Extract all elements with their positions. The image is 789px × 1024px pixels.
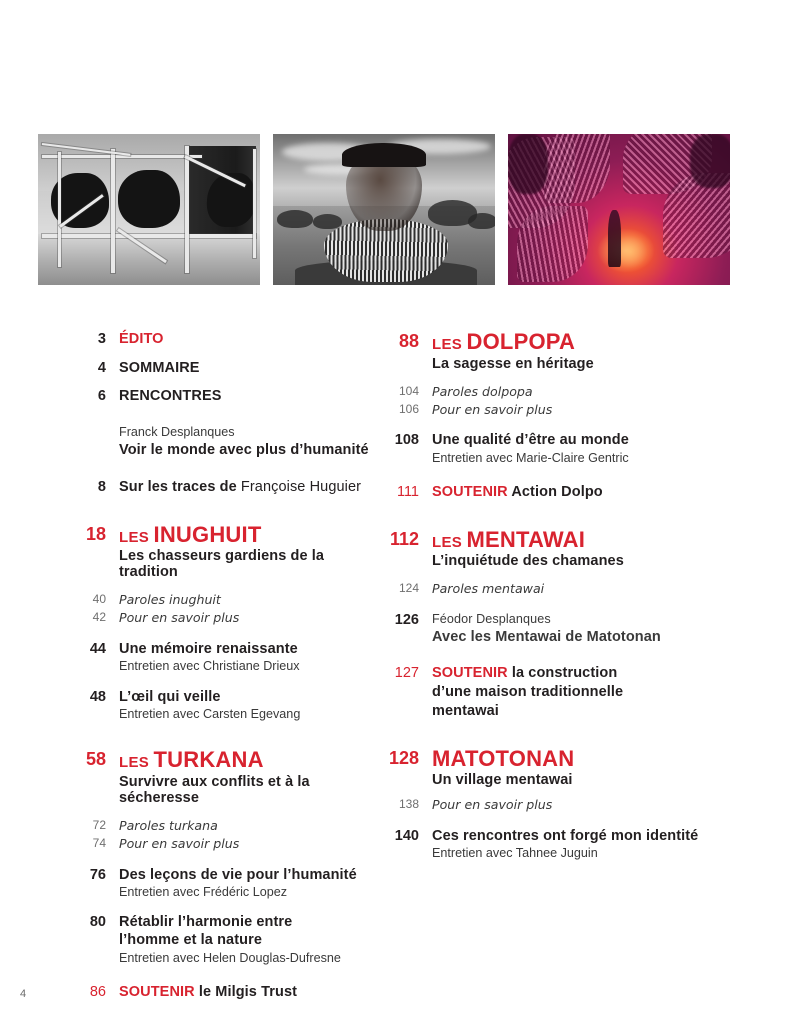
page-number: 126 bbox=[394, 612, 419, 629]
entry-credit: Entretien avec Carsten Egevang bbox=[119, 706, 301, 721]
page-number: 74 bbox=[92, 835, 106, 850]
photo-post bbox=[58, 152, 61, 267]
entry-author: Féodor Desplanques bbox=[432, 612, 551, 627]
entry-author: Franck Desplanques bbox=[119, 425, 235, 440]
subentry-title: Paroles mentawai bbox=[432, 581, 545, 597]
entry-title: Rétablir l’harmonie entre l’homme et la nature bbox=[119, 914, 293, 949]
entry-title: Avec les Mentawai de Matotonan bbox=[432, 629, 661, 646]
page-number: 138 bbox=[398, 797, 419, 812]
section-prefix: LES bbox=[432, 533, 463, 551]
photo-hair bbox=[342, 143, 426, 167]
toc-entry-sommaire[interactable] bbox=[72, 359, 372, 378]
entry-credit: Entretien avec Helen Douglas-Dufresne bbox=[119, 950, 341, 965]
subentry-title: Paroles inughuit bbox=[119, 592, 221, 608]
page-number: 42 bbox=[92, 610, 106, 625]
entry-credit: Entretien avec Frédéric Lopez bbox=[119, 884, 288, 899]
photo-post bbox=[253, 149, 256, 258]
page-number: 6 bbox=[97, 388, 106, 405]
toc-section-inughuit[interactable] bbox=[72, 523, 372, 581]
toc-subentry[interactable] bbox=[377, 796, 707, 814]
toc-entry-une-qualite-detre-au-monde[interactable] bbox=[377, 431, 707, 466]
photo-turkana-portrait bbox=[273, 134, 495, 285]
page-number: 18 bbox=[85, 523, 106, 544]
support-rest: Action Dolpo bbox=[507, 484, 603, 500]
section-prefix: LES bbox=[119, 754, 150, 772]
toc-section-turkana[interactable] bbox=[72, 748, 372, 806]
toc-subentry[interactable] bbox=[72, 835, 372, 853]
entry-title: RENCONTRES bbox=[119, 388, 222, 405]
photo-acacia bbox=[468, 213, 495, 230]
photo-acacia bbox=[277, 210, 313, 228]
entry-title: L’œil qui veille bbox=[119, 688, 221, 705]
photo-inughuit-drying-racks bbox=[38, 134, 260, 285]
toc-subentry[interactable] bbox=[377, 383, 707, 401]
photo-beam bbox=[42, 234, 255, 238]
page-number: 3 bbox=[97, 331, 106, 347]
page-number: 88 bbox=[398, 331, 419, 351]
photo-beam bbox=[42, 155, 202, 158]
photo-shadow bbox=[690, 134, 730, 188]
section-name: MATOTONAN bbox=[432, 745, 575, 771]
entry-title-regular: Françoise Huguier bbox=[240, 478, 362, 495]
subentry-title: Pour en savoir plus bbox=[432, 797, 553, 813]
toc-subentry[interactable] bbox=[72, 609, 372, 627]
toc-entry-soutenir-milgis-trust[interactable] bbox=[72, 983, 372, 1002]
page-number: 58 bbox=[85, 749, 106, 770]
toc-column-left bbox=[72, 330, 372, 1002]
entry-title: SOMMAIRE bbox=[119, 359, 200, 376]
section-subtitle: L’inquiétude des chamanes bbox=[432, 553, 624, 570]
toc-subentry[interactable] bbox=[377, 401, 707, 419]
support-keyword: SOUTENIR bbox=[119, 984, 195, 1001]
subentry-title: Pour en savoir plus bbox=[119, 835, 240, 851]
page-number: 48 bbox=[89, 688, 106, 705]
folio-page-number: 4 bbox=[20, 988, 27, 1000]
toc-subentry[interactable] bbox=[377, 580, 707, 598]
entry-title: Ces rencontres ont forgé mon identité bbox=[432, 828, 699, 845]
entry-title-bold: Sur les traces de bbox=[119, 478, 241, 495]
photo-post bbox=[185, 146, 189, 273]
toc-section-matotonan[interactable] bbox=[377, 747, 707, 789]
photo-strip bbox=[38, 134, 730, 285]
subentry-title: Pour en savoir plus bbox=[432, 401, 553, 417]
page-number: 128 bbox=[388, 747, 419, 768]
page-number: 140 bbox=[394, 828, 419, 845]
page-number: 104 bbox=[398, 383, 419, 398]
page-number: 8 bbox=[97, 478, 106, 495]
page-number: 106 bbox=[398, 401, 419, 416]
toc-entry-rencontres[interactable] bbox=[72, 387, 372, 406]
toc-entry-soutenir-maison-mentawai[interactable] bbox=[377, 664, 707, 721]
section-heading bbox=[432, 528, 707, 553]
section-subtitle: Un village mentawai bbox=[432, 772, 573, 789]
toc-section-dolpopa[interactable] bbox=[377, 330, 707, 372]
photo-figure bbox=[608, 210, 621, 267]
support-rest: la construction d’une maison traditionnelle mentawai bbox=[432, 665, 624, 719]
page-number: 40 bbox=[92, 592, 106, 607]
entry-title bbox=[432, 664, 658, 721]
support-keyword: SOUTENIR bbox=[432, 665, 508, 682]
toc-entry-une-memoire-renaissante[interactable] bbox=[72, 640, 372, 675]
page-number: 112 bbox=[389, 528, 419, 549]
photo-post bbox=[111, 149, 115, 273]
page-number: 108 bbox=[394, 432, 419, 449]
photo-skin-2 bbox=[118, 170, 180, 227]
toc-column-right bbox=[377, 330, 707, 862]
subentry-title: Paroles dolpopa bbox=[432, 383, 533, 399]
toc-entry-retablir-lharmonie[interactable] bbox=[72, 913, 372, 966]
section-heading bbox=[432, 747, 707, 772]
entry-title bbox=[432, 483, 707, 502]
page-number: 124 bbox=[398, 581, 419, 596]
photo-palm-frond bbox=[544, 134, 611, 203]
page-number: 72 bbox=[92, 817, 106, 832]
page-number: 127 bbox=[394, 665, 419, 682]
subentry-title: Paroles turkana bbox=[119, 817, 218, 833]
section-subtitle: La sagesse en héritage bbox=[432, 355, 594, 372]
photo-highlight bbox=[597, 228, 655, 273]
section-name: TURKANA bbox=[153, 747, 264, 773]
support-keyword: SOUTENIR bbox=[432, 484, 508, 500]
section-prefix: LES bbox=[432, 336, 463, 353]
entry-title: Des leçons de vie pour l’humanité bbox=[119, 866, 357, 883]
toc-entry-ces-rencontres[interactable] bbox=[377, 827, 707, 862]
photo-acacia bbox=[313, 214, 342, 229]
page-number: 76 bbox=[89, 866, 106, 883]
page-number: 80 bbox=[89, 914, 106, 931]
toc-entry-loeil-qui-veille[interactable] bbox=[72, 688, 372, 723]
toc-entry-sur-les-traces[interactable] bbox=[72, 478, 372, 497]
toc-entry-franck-desplanques[interactable] bbox=[72, 424, 372, 460]
page-number: 44 bbox=[89, 640, 106, 657]
toc-entry-des-lecons-de-vie[interactable] bbox=[72, 866, 372, 901]
page-number: 4 bbox=[97, 359, 106, 376]
entry-title: ÉDITO bbox=[119, 331, 164, 347]
subentry-title: Pour en savoir plus bbox=[119, 610, 240, 626]
entry-credit: Entretien avec Christiane Drieux bbox=[119, 659, 300, 674]
toc-entry-soutenir-action-dolpo[interactable] bbox=[377, 483, 707, 502]
section-heading bbox=[432, 330, 707, 355]
photo-palm-frond bbox=[517, 206, 588, 282]
section-subtitle: Les chasseurs gardiens de la tradition bbox=[119, 548, 325, 581]
toc-section-mentawai[interactable] bbox=[377, 528, 707, 570]
toc-subentry[interactable] bbox=[72, 591, 372, 609]
page-number: 111 bbox=[396, 484, 419, 500]
toc-entry-edito[interactable] bbox=[72, 330, 372, 349]
photo-shadow bbox=[508, 134, 548, 194]
page-number: 86 bbox=[89, 984, 106, 1001]
toc-entry-feodor-desplanques[interactable] bbox=[377, 611, 707, 647]
entry-title bbox=[119, 478, 372, 497]
section-heading bbox=[119, 523, 372, 548]
entry-title: Une mémoire renaissante bbox=[119, 640, 298, 657]
entry-title: Voir le monde avec plus d’humanité bbox=[119, 442, 369, 459]
entry-title: Une qualité d’être au monde bbox=[432, 432, 629, 449]
entry-credit: Entretien avec Marie-Claire Gentric bbox=[432, 450, 629, 465]
section-subtitle: Survivre aux conflits et à la sécheresse bbox=[119, 773, 310, 806]
photo-mentawai-infrared-jungle bbox=[508, 134, 730, 285]
section-prefix: LES bbox=[119, 528, 150, 546]
entry-title bbox=[119, 983, 372, 1002]
section-name: DOLPOPA bbox=[466, 329, 576, 354]
photo-ground bbox=[38, 234, 260, 285]
section-name: MENTAWAI bbox=[466, 526, 586, 552]
section-name: INUGHUIT bbox=[153, 521, 262, 547]
toc-subentry[interactable] bbox=[72, 817, 372, 835]
support-rest: le Milgis Trust bbox=[194, 984, 298, 1001]
section-heading bbox=[119, 748, 372, 773]
entry-credit: Entretien avec Tahnee Juguin bbox=[432, 846, 598, 861]
